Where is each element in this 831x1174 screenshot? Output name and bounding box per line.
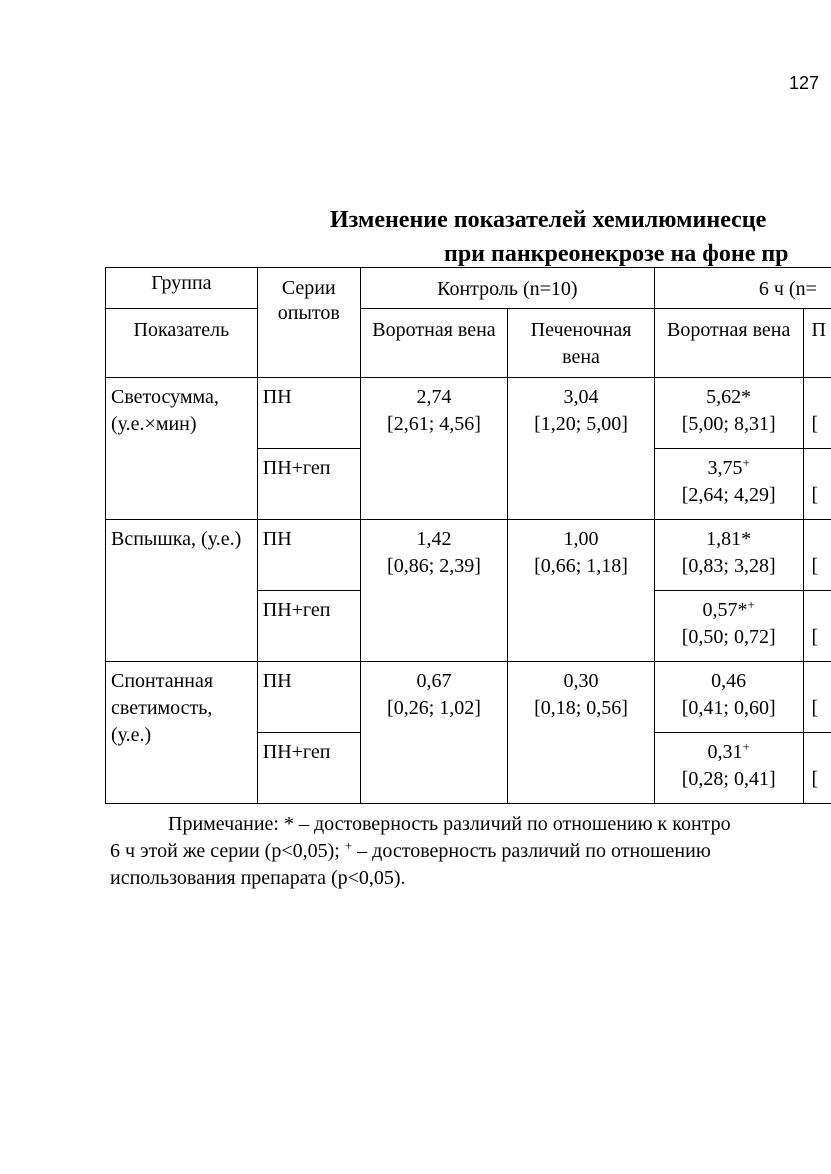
control-hepatic-value: 1,00 <box>563 528 599 550</box>
header-clipped-column: П <box>803 309 831 378</box>
control-portal-range: [2,61; 4,56] <box>387 413 481 435</box>
control-hepatic-range: [0,18; 0,56] <box>534 697 628 719</box>
control-portal-value: 1,42 <box>416 528 452 550</box>
control-hepatic-cell <box>508 662 655 804</box>
pngep-6h-range: [2,64; 4,29] <box>681 484 776 506</box>
pngep-6h-range: [0,50; 0,72] <box>681 626 776 648</box>
control-portal-cell <box>360 520 507 662</box>
control-portal-range: [0,26; 1,02] <box>387 697 481 719</box>
plus-superscript: + <box>742 455 750 470</box>
pngep-6h-value: 0,57* <box>702 599 748 621</box>
clipped-cell: [ <box>803 449 831 520</box>
series-label: ПН+геп <box>257 449 360 520</box>
page-number: 127 <box>789 73 820 93</box>
note-line-1: Примечание: * – достоверность различий по отношению к контро <box>168 813 731 835</box>
plus-superscript: + <box>747 597 755 612</box>
control-portal-range: [0,86; 2,39] <box>387 555 481 577</box>
pn-6h-range: [5,00; 8,31] <box>681 413 776 435</box>
table-title-line-1: Изменение показателей хемилюминесце <box>330 207 767 233</box>
table-row <box>106 662 831 733</box>
series-label: ПН+геп <box>257 733 360 804</box>
series-label: ПН+геп <box>257 591 360 662</box>
indicator-label: Спонтанная светимость, (у.е.) <box>106 662 258 804</box>
pn-6h-value: 0,46 <box>711 670 747 692</box>
series-label: ПН <box>257 520 360 591</box>
control-portal-value: 0,67 <box>416 670 452 692</box>
pngep-6h-range: [0,28; 0,41] <box>681 768 776 790</box>
note-line-3: использования препарата (p<0,05). <box>110 867 406 889</box>
control-hepatic-range: [1,20; 5,00] <box>534 413 628 435</box>
control-portal-cell <box>360 378 507 520</box>
header-hepatic-vein: Печеночная вена <box>508 309 655 378</box>
header-row-1 <box>106 268 831 309</box>
pngep-6h-cell <box>654 449 803 520</box>
control-portal-value: 2,74 <box>416 386 452 408</box>
header-group: Группа <box>106 268 258 309</box>
header-control: Контроль (n=10) <box>360 268 654 309</box>
pngep-6h-value: 3,75 <box>707 457 743 479</box>
clipped-cell: [ <box>803 733 831 804</box>
clipped-cell: [ <box>803 378 831 449</box>
pn-6h-value: 5,62* <box>706 386 752 408</box>
pn-6h-cell <box>654 662 803 733</box>
pn-6h-cell <box>654 378 803 449</box>
pn-6h-value: 1,81* <box>706 528 752 550</box>
clipped-cell: [ <box>803 520 831 591</box>
header-portal-vein-6h: Воротная вена <box>654 309 803 378</box>
table-title-line-2: при панкреонекрозе на фоне пр <box>444 241 789 267</box>
table-note <box>110 811 731 892</box>
control-hepatic-cell <box>508 520 655 662</box>
control-hepatic-cell <box>508 378 655 520</box>
note-line-2: 6 ч этой же серии (p<0,05); + – достоверность различий по отношению <box>110 838 711 862</box>
pngep-6h-value: 0,31 <box>707 741 743 763</box>
series-label: ПН <box>257 378 360 449</box>
pngep-6h-cell <box>654 591 803 662</box>
table-row <box>106 378 831 449</box>
table-row <box>106 520 831 591</box>
header-row-2 <box>106 309 831 378</box>
control-portal-cell <box>360 662 507 804</box>
clipped-cell: [ <box>803 662 831 733</box>
header-indicator: Показатель <box>106 309 258 378</box>
pn-6h-cell <box>654 520 803 591</box>
plus-superscript: + <box>344 838 353 853</box>
indicator-label: Вспышка, (у.е.) <box>106 520 258 662</box>
pn-6h-range: [0,83; 3,28] <box>681 555 776 577</box>
control-hepatic-range: [0,66; 1,18] <box>534 555 628 577</box>
chemiluminescence-table <box>105 267 831 804</box>
series-label: ПН <box>257 662 360 733</box>
pngep-6h-cell <box>654 733 803 804</box>
control-hepatic-value: 3,04 <box>563 386 599 408</box>
pn-6h-range: [0,41; 0,60] <box>681 697 776 719</box>
clipped-cell: [ <box>803 591 831 662</box>
control-hepatic-value: 0,30 <box>563 670 599 692</box>
indicator-label: Светосумма, (у.е.×мин) <box>106 378 258 520</box>
header-6h: 6 ч (n= <box>654 268 831 309</box>
header-portal-vein: Воротная вена <box>360 309 507 378</box>
plus-superscript: + <box>742 739 750 754</box>
header-series: Серии опытов <box>257 268 360 378</box>
